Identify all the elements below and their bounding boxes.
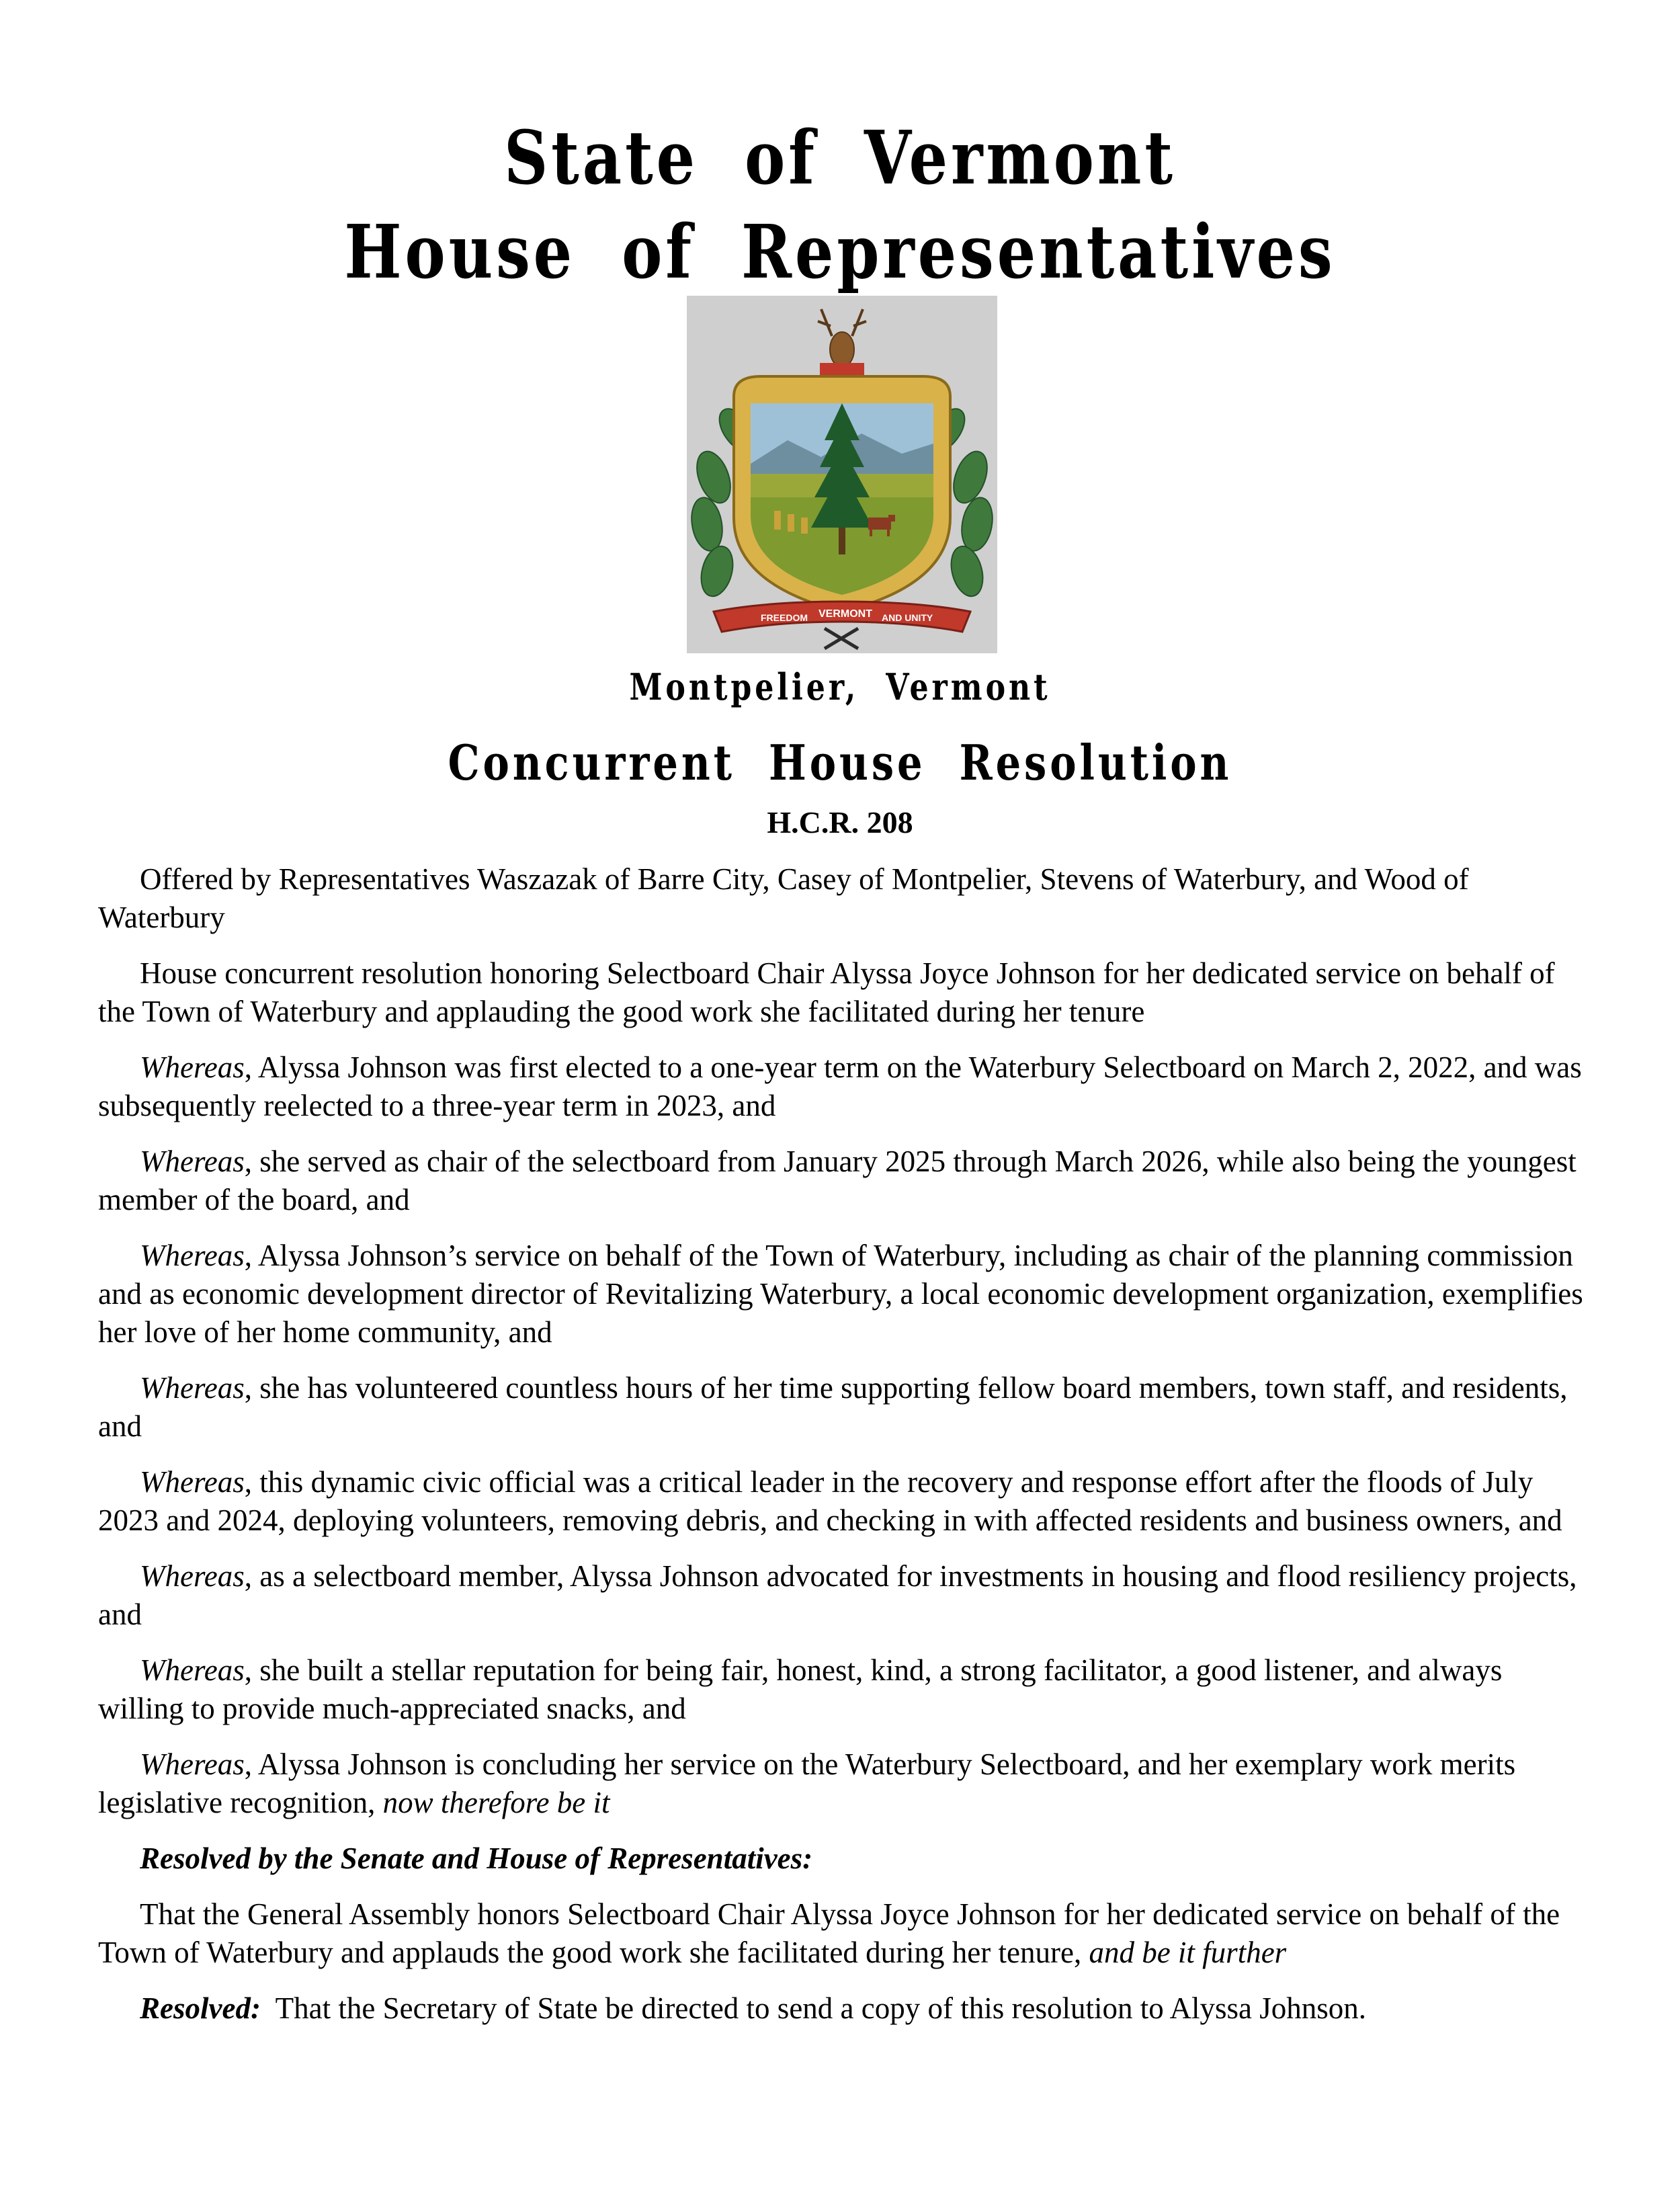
svg-text:AND UNITY: AND UNITY (882, 612, 933, 623)
whereas-word: Whereas (140, 1239, 245, 1272)
whereas-text: , she served as chair of the selectboard from January 2025 through March 2026, while also being the youngest member of the board, and (98, 1145, 1577, 1216)
resolved-heading: Resolved by the Senate and House of Representatives: (140, 1842, 813, 1875)
whereas-word: Whereas (140, 1747, 245, 1781)
vermont-coat-of-arms-icon (687, 296, 997, 653)
whereas-clause (98, 1237, 1591, 1352)
svg-text:VERMONT: VERMONT (818, 608, 872, 620)
whereas-text: , Alyssa Johnson’s service on behalf of the Town of Waterbury, including as chair of the planning commission and as economic development director of Revitalizing Waterbury, a local economic development organization, exemplifies her love of her home community, and (98, 1239, 1583, 1349)
whereas-clause (98, 1651, 1591, 1728)
final-resolved-paragraph (98, 1989, 1591, 2028)
resolution-type-heading: Concurrent House Resolution (448, 734, 1232, 791)
resolution-tail: and be it further (1089, 1936, 1287, 1969)
location-heading: Montpelier, Vermont (629, 665, 1051, 708)
whereas-clause (98, 1048, 1591, 1125)
house-title: House of Representatives (344, 208, 1336, 295)
offered-by-paragraph: Offered by Representatives Waszazak of Barre City, Casey of Montpelier, Stevens of Waterbury, and Wood of Waterbury (98, 862, 1469, 934)
final-resolved-label: Resolved: (140, 1991, 261, 2025)
whereas-text: , Alyssa Johnson was first elected to a one-year term on the Waterbury Selectboard on March 2, 2022, and was subsequently reelected to a three-year term in 2023, and (98, 1050, 1582, 1122)
resolution-body (98, 860, 1591, 2045)
whereas-word: Whereas (140, 1145, 245, 1178)
svg-text:FREEDOM: FREEDOM (761, 612, 808, 623)
whereas-word: Whereas (140, 1050, 245, 1084)
whereas-text: , she has volunteered countless hours of her time supporting fellow board members, town staff, and residents, and (98, 1371, 1568, 1443)
whereas-clause (98, 1143, 1591, 1219)
whereas-word: Whereas (140, 1371, 245, 1405)
whereas-text: , this dynamic civic official was a critical leader in the recovery and response effort after the floods of July 2023 and 2024, deploying volunteers, removing debris, and checking in with affected residents and business owners, and (98, 1465, 1562, 1537)
whereas-text: , Alyssa Johnson is concluding her service on the Waterbury Selectboard, and her exemplary work merits legislative recognition, (98, 1747, 1516, 1819)
whereas-text: , as a selectboard member, Alyssa Johnson advocated for investments in housing and flood resiliency projects, and (98, 1559, 1577, 1631)
whereas-clause (98, 1369, 1591, 1446)
summary-paragraph: House concurrent resolution honoring Selectboard Chair Alyssa Joyce Johnson for her dedicated service on behalf of the Town of Waterbury and applauding the good work she facilitated during her tenure (98, 956, 1555, 1028)
resolution-paragraph (98, 1895, 1591, 1972)
resolution-number: H.C.R. 208 (767, 805, 913, 839)
whereas-tail: now therefore be it (382, 1786, 610, 1819)
whereas-text: , she built a stellar reputation for being fair, honest, kind, a strong facilitator, a good listener, and always willing to provide much-appreciated snacks, and (98, 1653, 1503, 1725)
whereas-clause-final (98, 1745, 1591, 1822)
final-resolved-text: That the Secretary of State be directed to send a copy of this resolution to Alyssa Johnson. (260, 1991, 1367, 2025)
whereas-word: Whereas (140, 1653, 245, 1687)
whereas-clause (98, 1557, 1591, 1634)
whereas-word: Whereas (140, 1465, 245, 1499)
whereas-clause (98, 1463, 1591, 1540)
state-title: State of Vermont (504, 114, 1176, 201)
whereas-word: Whereas (140, 1559, 245, 1593)
resolution-text: That the General Assembly honors Selectboard Chair Alyssa Joyce Johnson for her dedicated service on behalf of the Town of Waterbury and applauds the good work she facilitated during her tenure, (98, 1897, 1560, 1969)
